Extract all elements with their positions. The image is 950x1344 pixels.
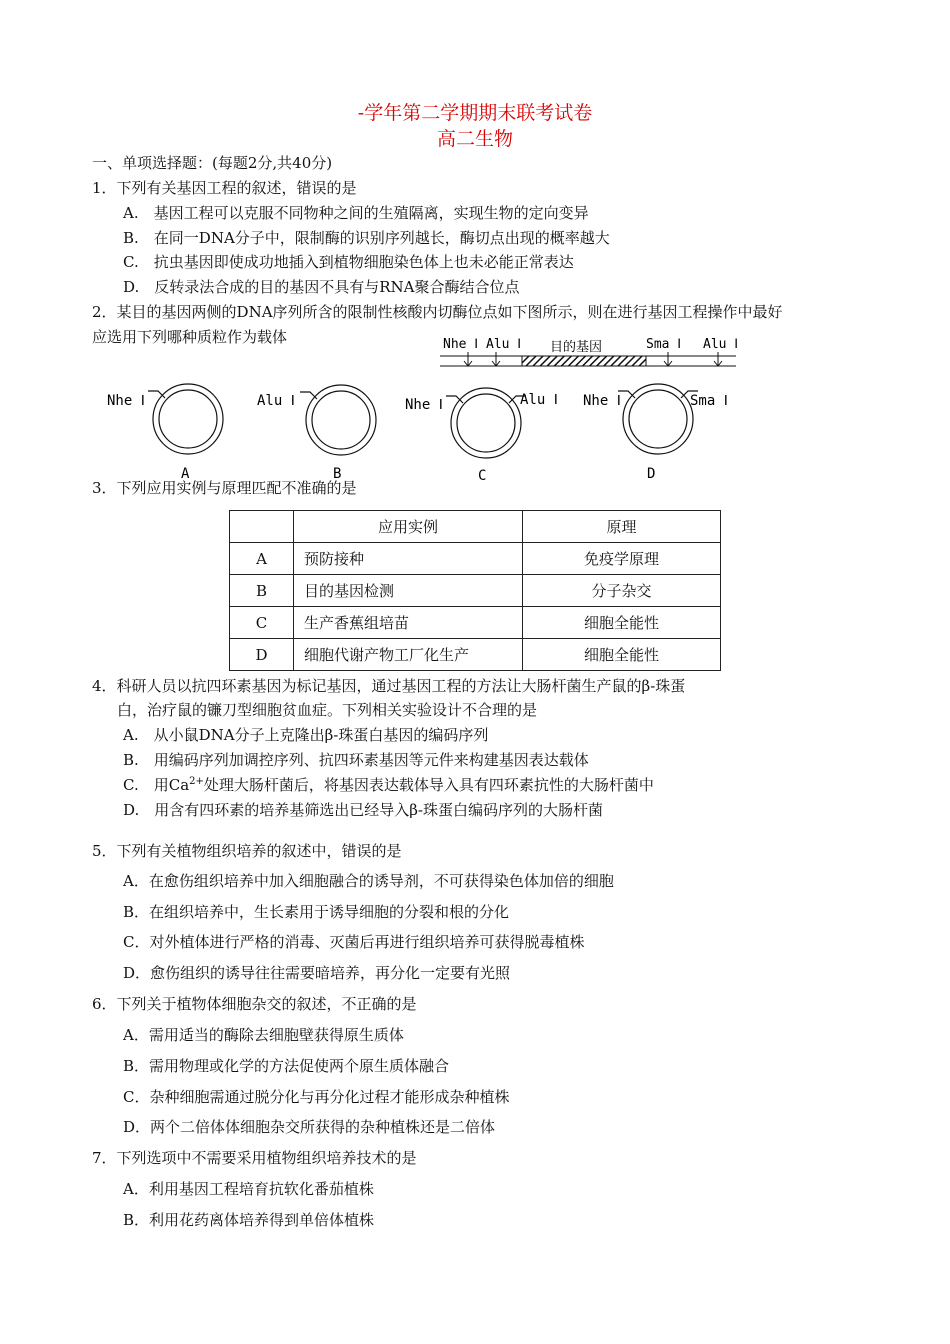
q1-option-d: D. 反转录法合成的目的基因不具有与RNA聚合酶结合位点 bbox=[123, 278, 520, 296]
q4-option-c-rest: 处理大肠杆菌后，将基因表达载体导入具有四环素抗性的大肠杆菌中 bbox=[203, 776, 654, 794]
plasmid-d-letter: D bbox=[647, 466, 656, 482]
q5-option-c: C．对外植体进行严格的消毒、灭菌后再进行组织培养可获得脱毒植株 bbox=[123, 933, 585, 951]
table-cell: A bbox=[230, 543, 294, 575]
table-cell: 分子杂交 bbox=[523, 575, 721, 607]
cut-arrow-sma bbox=[664, 352, 672, 366]
plasmid-a-site: Nhe Ⅰ bbox=[107, 393, 145, 409]
plasmid-d-site-left: Nhe Ⅰ bbox=[583, 393, 621, 409]
question-5-stem: 5．下列有关植物组织培养的叙述中，错误的是 bbox=[92, 842, 402, 860]
q7-option-b: B．利用花药离体培养得到单倍体植株 bbox=[123, 1211, 375, 1229]
table-cell: C bbox=[230, 607, 294, 639]
table-header-row bbox=[230, 511, 721, 543]
question-3-stem: 3．下列应用实例与原理匹配不准确的是 bbox=[92, 479, 357, 497]
q1-option-c: C. 抗虫基因即使成功地插入到植物细胞染色体上也未必能正常表达 bbox=[123, 253, 574, 271]
exam-subject: 高二生物 bbox=[436, 128, 513, 150]
table-header-cell: 应用实例 bbox=[294, 511, 523, 543]
table-cell: 免疫学原理 bbox=[523, 543, 721, 575]
q7-option-a: A．利用基因工程培育抗软化番茄植株 bbox=[123, 1180, 374, 1198]
q5-option-a: A．在愈伤组织培养中加入细胞融合的诱导剂，不可获得染色体加倍的细胞 bbox=[123, 872, 614, 890]
question-2-stem: 2．某目的基因两侧的DNA序列所含的限制性核酸内切酶位点如下图所示，则在进行基因工程操作中最好 bbox=[92, 303, 783, 321]
site-label-nhe: Nhe Ⅰ bbox=[443, 337, 479, 352]
q3-table bbox=[229, 510, 721, 671]
restriction-map-diagram bbox=[0, 330, 950, 490]
q1-option-a: A. 基因工程可以克服不同物种之间的生殖隔离，实现生物的定向变异 bbox=[123, 204, 589, 222]
plasmid-a bbox=[107, 384, 223, 482]
q4-option-b: B. 用编码序列加调控序列、抗四环素基因等元件来构建基因表达载体 bbox=[123, 751, 589, 769]
plasmid-a-letter: A bbox=[181, 466, 190, 482]
table-header-cell: 原理 bbox=[523, 511, 721, 543]
table-row bbox=[230, 543, 721, 575]
q6-option-b: B．需用物理或化学的方法促使两个原生质体融合 bbox=[123, 1057, 450, 1075]
plasmid-c-site-left: Nhe Ⅰ bbox=[405, 397, 443, 413]
question-4-stem-cont: 白，治疗鼠的镰刀型细胞贫血症。下列相关实验设计不合理的是 bbox=[117, 701, 538, 719]
q6-option-c: C．杂种细胞需通过脱分化与再分化过程才能形成杂种植株 bbox=[123, 1088, 510, 1106]
plasmid-b bbox=[257, 385, 376, 482]
table-header-cell bbox=[230, 511, 294, 543]
table-cell: 细胞全能性 bbox=[523, 607, 721, 639]
plasmid-c-site-right: Alu Ⅰ bbox=[520, 392, 558, 408]
plasmid-d-site-right: Sma Ⅰ bbox=[690, 393, 728, 409]
plasmid-c bbox=[405, 388, 558, 484]
q5-option-d: D．愈伤组织的诱导往往需要暗培养，再分化一定要有光照 bbox=[123, 964, 511, 982]
site-label-sma: Sma Ⅰ bbox=[646, 337, 682, 352]
cut-arrow-alu-2 bbox=[714, 352, 722, 366]
table-cell: 细胞代谢产物工厂化生产 bbox=[294, 639, 523, 671]
q4-option-c-prefix: C. 用Ca bbox=[123, 776, 190, 794]
cut-arrow-nhe bbox=[464, 352, 472, 366]
question-1-stem: 1．下列有关基因工程的叙述，错误的是 bbox=[92, 179, 357, 197]
plasmid-d bbox=[583, 384, 728, 482]
cut-arrow-alu bbox=[492, 352, 500, 366]
question-4-stem: 4．科研人员以抗四环素基因为标记基因，通过基因工程的方法让大肠杆菌生产鼠的β-珠蛋 bbox=[92, 677, 686, 695]
target-gene-segment bbox=[522, 356, 646, 366]
table-cell: 生产香蕉组培苗 bbox=[294, 607, 523, 639]
q4-option-a: A. 从小鼠DNA分子上克隆出β-珠蛋白基因的编码序列 bbox=[123, 726, 489, 744]
table-cell: D bbox=[230, 639, 294, 671]
q4-option-c bbox=[123, 774, 654, 795]
table-cell: B bbox=[230, 575, 294, 607]
question-7-stem: 7．下列选项中不需要采用植物组织培养技术的是 bbox=[92, 1149, 417, 1167]
table-row bbox=[230, 575, 721, 607]
table-cell: 目的基因检测 bbox=[294, 575, 523, 607]
site-label-alu: Alu Ⅰ bbox=[486, 337, 522, 352]
table-row bbox=[230, 639, 721, 671]
table-row bbox=[230, 607, 721, 639]
q4-option-d: D. 用含有四环素的培养基筛选出已经导入β-珠蛋白编码序列的大肠杆菌 bbox=[123, 801, 604, 819]
plasmid-b-site: Alu Ⅰ bbox=[257, 393, 295, 409]
question-2-stem-cont: 应选用下列哪种质粒作为载体 bbox=[92, 328, 288, 346]
table-cell: 细胞全能性 bbox=[523, 639, 721, 671]
site-label-alu-2: Alu Ⅰ bbox=[703, 337, 739, 352]
q4-option-c-superscript: 2+ bbox=[189, 776, 204, 787]
exam-title: -学年第二学期期末联考试卷 bbox=[357, 102, 593, 124]
target-gene-label: 目的基因 bbox=[550, 340, 603, 355]
section-heading: 一、单项选择题：(每题2分,共40分) bbox=[92, 154, 333, 172]
plasmid-b-letter: B bbox=[333, 466, 342, 482]
q5-option-b: B．在组织培养中，生长素用于诱导细胞的分裂和根的分化 bbox=[123, 903, 510, 921]
table-cell: 预防接种 bbox=[294, 543, 523, 575]
q6-option-a: A．需用适当的酶除去细胞壁获得原生质体 bbox=[123, 1026, 404, 1044]
plasmid-c-letter: C bbox=[478, 468, 487, 484]
question-6-stem: 6．下列关于植物体细胞杂交的叙述，不正确的是 bbox=[92, 995, 417, 1013]
q1-option-b: B. 在同一DNA分子中，限制酶的识别序列越长，酶切点出现的概率越大 bbox=[123, 229, 610, 247]
q6-option-d: D．两个二倍体体细胞杂交所获得的杂种植株还是二倍体 bbox=[123, 1118, 496, 1136]
